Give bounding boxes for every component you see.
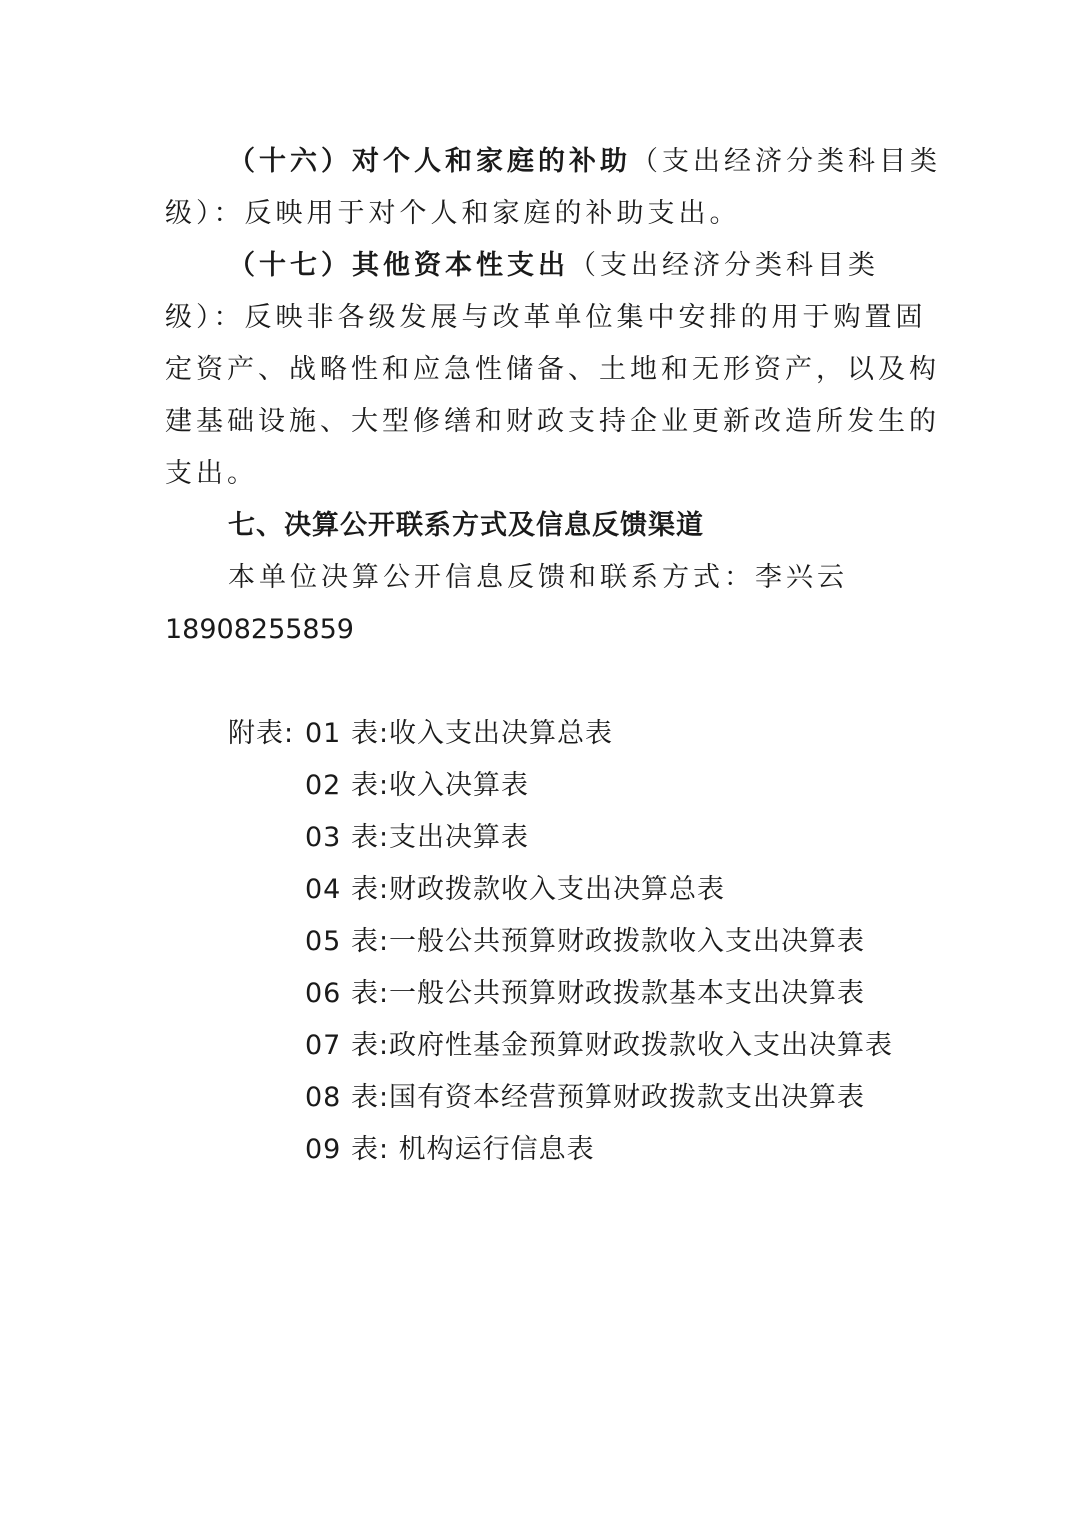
appendix-item: 04 表:财政拨款收入支出决算总表 — [305, 874, 726, 905]
section7-heading: 七、决算公开联系方式及信息反馈渠道 — [228, 510, 704, 541]
section16-title: （十六）对个人和家庭的补助 — [228, 146, 631, 177]
appendix-item: 03 表:支出决算表 — [305, 822, 530, 853]
section17-category: （支出经济分类科目类 — [569, 250, 879, 281]
appendix-prefix: 附表: — [228, 718, 295, 749]
section16-line2: 级）：反映用于对个人和家庭的补助支出。 — [165, 198, 741, 229]
section17-line5: 支出。 — [165, 458, 258, 489]
appendix-item: 05 表:一般公共预算财政拨款收入支出决算表 — [305, 926, 866, 957]
appendix-item: 02 表:收入决算表 — [305, 770, 530, 801]
appendix-item: 06 表:一般公共预算财政拨款基本支出决算表 — [305, 978, 866, 1009]
section17-line3: 定资产、战略性和应急性储备、土地和无形资产，以及构 — [165, 354, 940, 385]
section17-line1 — [228, 248, 879, 284]
section16-line1 — [228, 144, 941, 180]
section17-title: （十七）其他资本性支出 — [228, 250, 569, 281]
appendix-item: 08 表:国有资本经营预算财政拨款支出决算表 — [305, 1082, 866, 1113]
section17-line4: 建基础设施、大型修缮和财政支持企业更新改造所发生的 — [165, 406, 940, 437]
appendix-item: 01 表:收入支出决算总表 — [305, 718, 614, 749]
appendix-item: 07 表:政府性基金预算财政拨款收入支出决算表 — [305, 1030, 894, 1061]
section16-category: （支出经济分类科目类 — [631, 146, 941, 177]
section17-line2: 级）：反映非各级发展与改革单位集中安排的用于购置固 — [165, 302, 927, 333]
contact-phone: 18908255859 — [165, 614, 354, 645]
appendix-item: 09 表: 机构运行信息表 — [305, 1134, 595, 1165]
contact-line: 本单位决算公开信息反馈和联系方式：李兴云 — [228, 562, 848, 593]
